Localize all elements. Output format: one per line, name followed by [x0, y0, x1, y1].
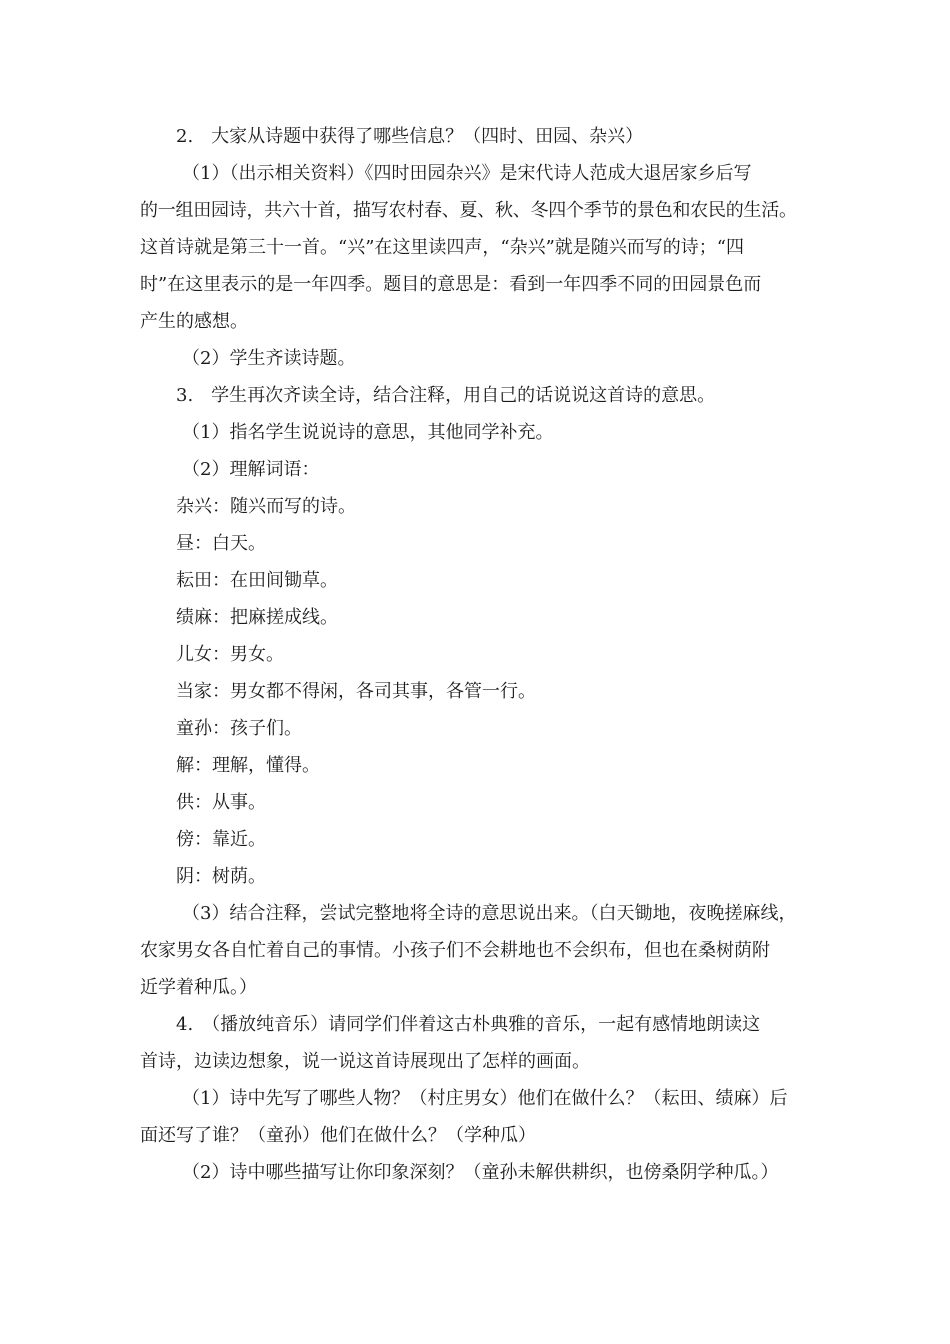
paragraph-item-3-heading: 3. 学生再次齐读全诗，结合注释，用自己的话说说这首诗的意思。 — [176, 385, 716, 406]
paragraph-line: （2）诗中哪些描写让你印象深刻？（童孙未解供耕织，也傍桑阴学种瓜。） — [182, 1162, 779, 1183]
paragraph-line: （3）结合注释，尝试完整地将全诗的意思说出来。（白天锄地，夜晚搓麻线， — [182, 903, 797, 924]
vocab-item: 杂兴：随兴而写的诗。 — [176, 496, 356, 517]
paragraph-line: （1）诗中先写了哪些人物？（村庄男女）他们在做什么？（耘田、绩麻）后 — [182, 1088, 788, 1109]
paragraph-item-4-heading: 4. （播放纯音乐）请同学们伴着这古朴典雅的音乐，一起有感情地朗读这 — [176, 1014, 761, 1035]
paragraph-line: （1）指名学生说说诗的意思，其他同学补充。 — [182, 422, 554, 443]
vocab-item: 傍：靠近。 — [176, 829, 266, 850]
vocab-item: 阴：树荫。 — [176, 866, 266, 887]
paragraph-line: 面还写了谁？（童孙）他们在做什么？（学种瓜） — [140, 1125, 536, 1146]
paragraph-line: 近学着种瓜。） — [140, 977, 257, 998]
paragraph-line: 时”在这里表示的是一年四季。题目的意思是：看到一年四季不同的田园景色而 — [140, 274, 762, 295]
vocab-item: 耘田：在田间锄草。 — [176, 570, 338, 591]
paragraph-line: 农家男女各自忙着自己的事情。小孩子们不会耕地也不会织布，但也在桑树荫附 — [140, 940, 770, 961]
paragraph-line: （1）（出示相关资料）《四时田园杂兴》是宋代诗人范成大退居家乡后写 — [182, 163, 752, 184]
paragraph-item-2-heading: 2. 大家从诗题中获得了哪些信息？（四时、田园、杂兴） — [176, 126, 644, 147]
paragraph-line: 产生的感想。 — [140, 311, 248, 332]
vocab-item: 童孙：孩子们。 — [176, 718, 302, 739]
paragraph-line: 首诗，边读边想象，说一说这首诗展现出了怎样的画面。 — [140, 1051, 590, 1072]
document-body — [140, 118, 820, 1191]
vocab-item: 昼：白天。 — [176, 533, 266, 554]
vocab-item: 绩麻：把麻搓成线。 — [176, 607, 338, 628]
vocab-item: 供：从事。 — [176, 792, 266, 813]
paragraph-line: 这首诗就是第三十一首。“兴”在这里读四声，“杂兴”就是随兴而写的诗；“四 — [140, 237, 745, 258]
vocab-item: 解：理解，懂得。 — [176, 755, 320, 776]
paragraph-line: 的一组田园诗，共六十首，描写农村春、夏、秋、冬四个季节的景色和农民的生活。 — [140, 200, 797, 221]
paragraph-line: （2）理解词语： — [182, 459, 320, 480]
vocab-item: 当家：男女都不得闲，各司其事，各管一行。 — [176, 681, 536, 702]
vocab-item: 儿女：男女。 — [176, 644, 284, 665]
paragraph-line: （2）学生齐读诗题。 — [182, 348, 356, 369]
